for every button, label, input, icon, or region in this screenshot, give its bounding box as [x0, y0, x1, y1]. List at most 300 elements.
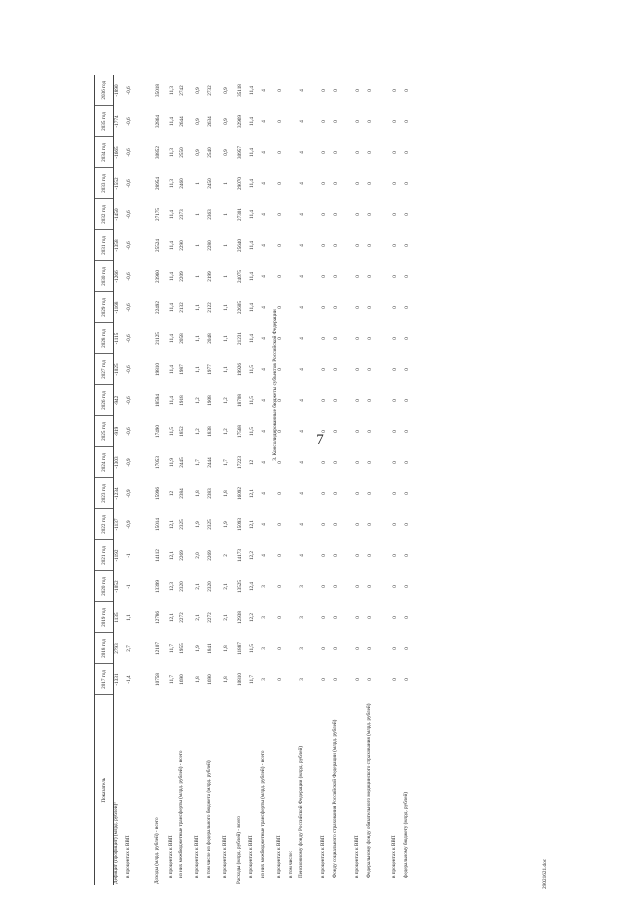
cell-value: 12: [248, 459, 255, 466]
table-row: [392, 75, 404, 885]
cell-value: -1168: [114, 301, 120, 314]
cell-value: 0,9: [194, 118, 201, 125]
cell-value: 2384: [178, 488, 185, 499]
cell-value: 11,5: [248, 396, 255, 405]
cell-value: 0: [366, 89, 373, 92]
cell-value: 0: [276, 275, 283, 278]
header-year: 2027 год: [95, 354, 114, 385]
header-year: 2035 год: [95, 106, 114, 137]
cell-value: 2320: [178, 581, 185, 592]
cell-value: 12,1: [168, 550, 175, 561]
cell-value: 0: [332, 120, 339, 123]
cell-value: [289, 602, 299, 633]
cell-value: 2290: [178, 240, 185, 251]
cell-value: 0: [332, 213, 339, 216]
cell-value: 2742: [178, 85, 185, 96]
cell-value: 0: [366, 616, 373, 619]
cell-value: 12,2: [248, 612, 255, 623]
cell-value: 30852: [154, 146, 161, 159]
cell-value: 1955: [178, 643, 185, 654]
cell-value: 3: [260, 678, 267, 681]
cell-value: 11,4: [168, 396, 175, 405]
cell-value: 0: [403, 616, 410, 619]
cell-value: 0: [320, 554, 327, 557]
cell-value: 0: [391, 151, 398, 154]
cell-value: -919: [114, 426, 120, 437]
cell-value: 0: [320, 89, 327, 92]
cell-value: 11,7: [168, 675, 175, 684]
cell-value: 11,4: [168, 365, 175, 374]
cell-value: 0: [332, 275, 339, 278]
row-label: из них межбюджетные трансферты (млрд. рублей) - всего: [177, 750, 184, 878]
cell-value: 0: [403, 554, 410, 557]
cell-value: [289, 137, 299, 168]
cell-value: 1: [222, 182, 229, 185]
table-row: [299, 75, 321, 885]
cell-value: 0: [320, 368, 327, 371]
cell-value: 0: [320, 523, 327, 526]
cell-value: [289, 292, 299, 323]
row-label: Пенсионному фонду Российской Федерации (млрд. рублей): [297, 746, 304, 878]
cell-value: 1,7: [222, 459, 229, 466]
cell-value: 12,1: [168, 519, 175, 530]
row-label: Федеральному фонду обязательного медицинского страхования (млрд. рублей): [365, 703, 372, 878]
header-indicator: Показатель: [95, 695, 114, 885]
cell-value: 1987: [178, 364, 185, 375]
cell-value: 0: [366, 523, 373, 526]
cell-value: [289, 509, 299, 540]
cell-value: 19810: [154, 363, 161, 376]
cell-value: 4: [260, 120, 267, 123]
cell-value: 11,4: [248, 179, 255, 188]
cell-value: 3: [298, 678, 305, 681]
row-label: Расходы (млрд. рублей) - всего: [235, 816, 242, 884]
cell-value: 0: [403, 647, 410, 650]
cell-value: 12,1: [248, 519, 255, 530]
cell-value: 4: [298, 337, 305, 340]
cell-value: 17053: [154, 456, 161, 469]
cell-value: 4: [260, 213, 267, 216]
header-year: 2036 год: [95, 75, 114, 106]
cell-value: 1852: [178, 426, 185, 437]
cell-value: -1890: [114, 84, 120, 97]
cell-value: 10758: [154, 673, 161, 686]
cell-value: 0: [366, 337, 373, 340]
cell-value: 0: [354, 120, 361, 123]
cell-value: 11,4: [248, 303, 255, 312]
row-label: Фонду социального страхования Российской Федерации (млрд. рублей): [331, 719, 338, 878]
cell-value: -1115: [114, 332, 120, 345]
cell-value: 1: [194, 182, 201, 185]
cell-value: 0: [354, 461, 361, 464]
cell-value: -1052: [114, 580, 120, 593]
cell-value: 3: [298, 585, 305, 588]
cell-value: 0: [332, 585, 339, 588]
cell-value: -0,6: [125, 272, 132, 281]
cell-value: 0: [403, 306, 410, 309]
cell-value: 0,9: [194, 87, 201, 94]
cell-value: 0: [403, 368, 410, 371]
cell-value: 2550: [178, 147, 185, 158]
cell-value: 0: [354, 523, 361, 526]
cell-value: 0: [320, 337, 327, 340]
cell-value: 2325: [206, 519, 213, 530]
cell-value: 3: [260, 616, 267, 619]
cell-value: 1: [194, 275, 201, 278]
cell-value: 4: [260, 337, 267, 340]
cell-value: 0: [320, 585, 327, 588]
cell-value: 0: [354, 430, 361, 433]
cell-value: 2793: [114, 643, 120, 654]
cell-value: -1: [125, 584, 132, 589]
cell-value: 2444: [206, 457, 213, 468]
cell-value: 2644: [178, 116, 185, 127]
header-year: 2021 год: [95, 540, 114, 571]
cell-value: 0: [391, 337, 398, 340]
cell-value: -1774: [114, 115, 120, 128]
cell-value: 4: [260, 523, 267, 526]
cell-value: 1,1: [222, 335, 229, 342]
cell-value: 4: [260, 182, 267, 185]
cell-value: 2: [222, 554, 229, 557]
cell-value: -1450: [114, 208, 120, 221]
cell-value: 0: [403, 151, 410, 154]
cell-value: -0,6: [125, 117, 132, 126]
cell-value: 0: [366, 399, 373, 402]
cell-value: [289, 540, 299, 571]
cell-value: 2634: [206, 116, 213, 127]
cell-value: 15093: [236, 518, 243, 531]
budget-table: [94, 75, 420, 885]
cell-value: 0: [403, 275, 410, 278]
cell-value: 3: [298, 616, 305, 619]
cell-value: 2272: [178, 612, 185, 623]
cell-value: 12: [168, 490, 175, 497]
cell-value: 0: [354, 89, 361, 92]
cell-value: 25524: [154, 239, 161, 252]
cell-value: 0: [332, 678, 339, 681]
cell-value: -1192: [114, 549, 120, 562]
cell-value: 0: [320, 244, 327, 247]
cell-value: [289, 633, 299, 664]
cell-value: 0: [391, 89, 398, 92]
cell-value: 11,3: [168, 86, 175, 95]
cell-value: 0: [276, 182, 283, 185]
cell-value: 0: [332, 492, 339, 495]
cell-value: 23960: [154, 270, 161, 283]
cell-value: 4: [298, 213, 305, 216]
cell-value: 1,9: [194, 521, 201, 528]
cell-value: -0,6: [125, 427, 132, 436]
cell-value: -0,6: [125, 179, 132, 188]
header-year: 2030 год: [95, 261, 114, 292]
cell-value: 0: [391, 461, 398, 464]
cell-value: 0: [332, 554, 339, 557]
cell-value: 0: [403, 492, 410, 495]
cell-value: 11,4: [168, 272, 175, 281]
cell-value: 0: [366, 151, 373, 154]
cell-value: 35018: [154, 84, 161, 97]
cell-value: 0: [366, 368, 373, 371]
table-row: [237, 75, 249, 885]
cell-value: 0: [332, 89, 339, 92]
cell-value: 4: [260, 492, 267, 495]
cell-value: 22605: [236, 301, 243, 314]
cell-value: -1234: [114, 487, 120, 500]
cell-value: 4: [260, 89, 267, 92]
cell-value: 15014: [154, 518, 161, 531]
cell-value: 1: [222, 213, 229, 216]
cell-value: [289, 571, 299, 602]
cell-value: 0: [276, 213, 283, 216]
cell-value: 11,4: [248, 86, 255, 95]
cell-value: 17223: [236, 456, 243, 469]
cell-value: -0,6: [125, 210, 132, 219]
cell-value: 1,1: [194, 304, 201, 311]
cell-value: 0,9: [222, 87, 229, 94]
cell-value: 2445: [178, 457, 185, 468]
header-year: 2022 год: [95, 509, 114, 540]
cell-value: 0: [391, 430, 398, 433]
cell-value: 0: [403, 430, 410, 433]
table-row: [169, 75, 179, 885]
cell-value: 0: [320, 306, 327, 309]
header-year: 2028 год: [95, 323, 114, 354]
cell-value: -1358: [114, 239, 120, 252]
table-row: [367, 75, 392, 885]
cell-value: 0: [320, 399, 327, 402]
cell-value: 0: [332, 616, 339, 619]
cell-value: 2,1: [222, 583, 229, 590]
row-label: в процентах к ВВП: [390, 835, 397, 878]
cell-value: 11,4: [168, 210, 175, 219]
cell-value: 2320: [206, 581, 213, 592]
cell-value: [289, 447, 299, 478]
cell-value: 27175: [154, 208, 161, 221]
cell-value: 4: [298, 275, 305, 278]
cell-value: 3: [260, 647, 267, 650]
cell-value: 1: [222, 275, 229, 278]
cell-value: 17568: [236, 425, 243, 438]
cell-value: 11,4: [168, 241, 175, 250]
cell-value: 1: [222, 244, 229, 247]
table-row: [195, 75, 207, 885]
cell-value: 0: [320, 120, 327, 123]
table-row: [289, 75, 299, 885]
cell-value: -1552: [114, 177, 120, 190]
cell-value: 2540: [206, 147, 213, 158]
header-year: 2032 год: [95, 199, 114, 230]
cell-value: 2058: [178, 333, 185, 344]
cell-value: 0: [366, 244, 373, 247]
cell-value: 4: [260, 554, 267, 557]
header-year: 2025 год: [95, 416, 114, 447]
cell-value: 0: [354, 399, 361, 402]
cell-value: 0: [366, 554, 373, 557]
cell-value: 27301: [236, 208, 243, 221]
cell-value: 0: [403, 244, 410, 247]
cell-value: 24075: [236, 270, 243, 283]
cell-value: 0: [354, 678, 361, 681]
cell-value: 4: [260, 151, 267, 154]
cell-value: 1,9: [222, 521, 229, 528]
cell-value: 12938: [236, 611, 243, 624]
cell-value: -0,6: [125, 148, 132, 157]
cell-value: 0: [320, 151, 327, 154]
cell-value: 0: [276, 337, 283, 340]
cell-value: 0: [391, 213, 398, 216]
cell-value: 1977: [206, 364, 213, 375]
cell-value: 4: [298, 306, 305, 309]
header-year: 2017 год: [95, 664, 114, 695]
table-row: [114, 75, 126, 885]
cell-value: 4: [298, 151, 305, 154]
cell-value: 0: [332, 306, 339, 309]
cell-value: 0: [354, 616, 361, 619]
cell-value: 0: [332, 523, 339, 526]
cell-value: 0,9: [194, 149, 201, 156]
cell-value: 0: [391, 182, 398, 185]
cell-value: 0: [366, 461, 373, 464]
cell-value: -0,6: [125, 241, 132, 250]
cell-value: 4: [298, 182, 305, 185]
cell-value: 0: [354, 554, 361, 557]
cell-value: 0: [403, 89, 410, 92]
cell-value: 2199: [206, 271, 213, 282]
cell-value: 0: [354, 213, 361, 216]
cell-value: 0: [403, 523, 410, 526]
cell-value: 4: [260, 306, 267, 309]
cell-value: 2,7: [125, 645, 132, 652]
cell-value: [289, 323, 299, 354]
cell-value: 12786: [154, 611, 161, 624]
cell-value: 11,5: [168, 427, 175, 436]
cell-value: 1,8: [222, 490, 229, 497]
table-row: [223, 75, 237, 885]
cell-value: [289, 354, 299, 385]
cell-value: 4: [298, 244, 305, 247]
cell-value: 2460: [178, 178, 185, 189]
cell-value: 21231: [236, 332, 243, 345]
header-year: 2034 год: [95, 137, 114, 168]
cell-value: 11,4: [248, 241, 255, 250]
cell-value: 11,4: [248, 148, 255, 157]
cell-value: 0: [354, 182, 361, 185]
row-label: в процентах к ВВП: [275, 835, 282, 878]
table-row: [207, 75, 223, 885]
cell-value: 0: [391, 492, 398, 495]
cell-value: -1665: [114, 146, 120, 159]
cell-value: 1,8: [222, 645, 229, 652]
cell-value: 0: [354, 585, 361, 588]
cell-value: 4: [260, 244, 267, 247]
cell-value: 12,1: [168, 612, 175, 623]
cell-value: 2280: [206, 240, 213, 251]
cell-value: 2,0: [194, 552, 201, 559]
cell-value: 0: [354, 151, 361, 154]
row-label: Доходы (млрд. рублей) - всего: [153, 817, 160, 884]
cell-value: 3: [260, 585, 267, 588]
cell-value: 0: [354, 337, 361, 340]
cell-value: 2269: [206, 550, 213, 561]
cell-value: 0,9: [222, 149, 229, 156]
cell-value: 0: [332, 399, 339, 402]
cell-value: 0: [276, 647, 283, 650]
cell-value: 1135: [114, 612, 120, 623]
header-year: 2018 год: [95, 633, 114, 664]
cell-value: 0: [403, 399, 410, 402]
cell-value: 2325: [178, 519, 185, 530]
cell-value: 4: [298, 399, 305, 402]
cell-value: 2209: [178, 271, 185, 282]
cell-value: 2363: [206, 209, 213, 220]
cell-value: 28954: [154, 177, 161, 190]
cell-value: 14173: [236, 549, 243, 562]
cell-value: 0: [320, 492, 327, 495]
cell-value: 11,4: [168, 117, 175, 126]
cell-value: 4: [298, 554, 305, 557]
cell-value: -0,6: [125, 365, 132, 374]
cell-value: 11887: [236, 642, 243, 655]
cell-value: 1,1: [194, 366, 201, 373]
cell-value: 0: [276, 492, 283, 495]
cell-value: 0: [403, 213, 410, 216]
cell-value: 2383: [206, 488, 213, 499]
cell-value: 13399: [154, 580, 161, 593]
row-label: в том числе из федерального бюджета (млрд. рублей): [205, 760, 212, 878]
cell-value: 1841: [206, 643, 213, 654]
cell-value: 2269: [178, 550, 185, 561]
cell-value: 0: [354, 368, 361, 371]
cell-value: 4: [260, 430, 267, 433]
cell-value: 25640: [236, 239, 243, 252]
cell-value: 2122: [206, 302, 213, 313]
cell-value: 0: [366, 213, 373, 216]
table-row: [355, 75, 367, 885]
cell-value: -0,6: [125, 334, 132, 343]
cell-value: 0: [403, 461, 410, 464]
cell-value: 2048: [206, 333, 213, 344]
cell-value: 0: [391, 678, 398, 681]
header-year: 2026 год: [95, 385, 114, 416]
cell-value: 0: [391, 275, 398, 278]
cell-value: 0: [403, 337, 410, 340]
cell-value: 0: [391, 647, 398, 650]
cell-value: [289, 168, 299, 199]
cell-value: -0,9: [125, 489, 132, 498]
cell-value: 0: [403, 182, 410, 185]
cell-value: 0: [276, 399, 283, 402]
cell-value: 0: [366, 678, 373, 681]
header-year: 2031 год: [95, 230, 114, 261]
cell-value: 1,2: [194, 397, 201, 404]
header-year: 2019 год: [95, 602, 114, 633]
header-year: 2029 год: [95, 292, 114, 323]
cell-value: [289, 75, 299, 106]
cell-value: -1137: [114, 518, 120, 531]
cell-value: 4: [298, 430, 305, 433]
cell-value: 0: [276, 120, 283, 123]
rotated-table-area: [94, 75, 548, 889]
cell-value: 11,4: [168, 303, 175, 312]
cell-value: 0: [320, 430, 327, 433]
cell-value: 32969: [236, 115, 243, 128]
cell-value: 11,4: [248, 210, 255, 219]
cell-value: 0: [320, 647, 327, 650]
cell-value: 1,2: [222, 428, 229, 435]
cell-value: -1025: [114, 363, 120, 376]
cell-value: 11,4: [168, 334, 175, 343]
